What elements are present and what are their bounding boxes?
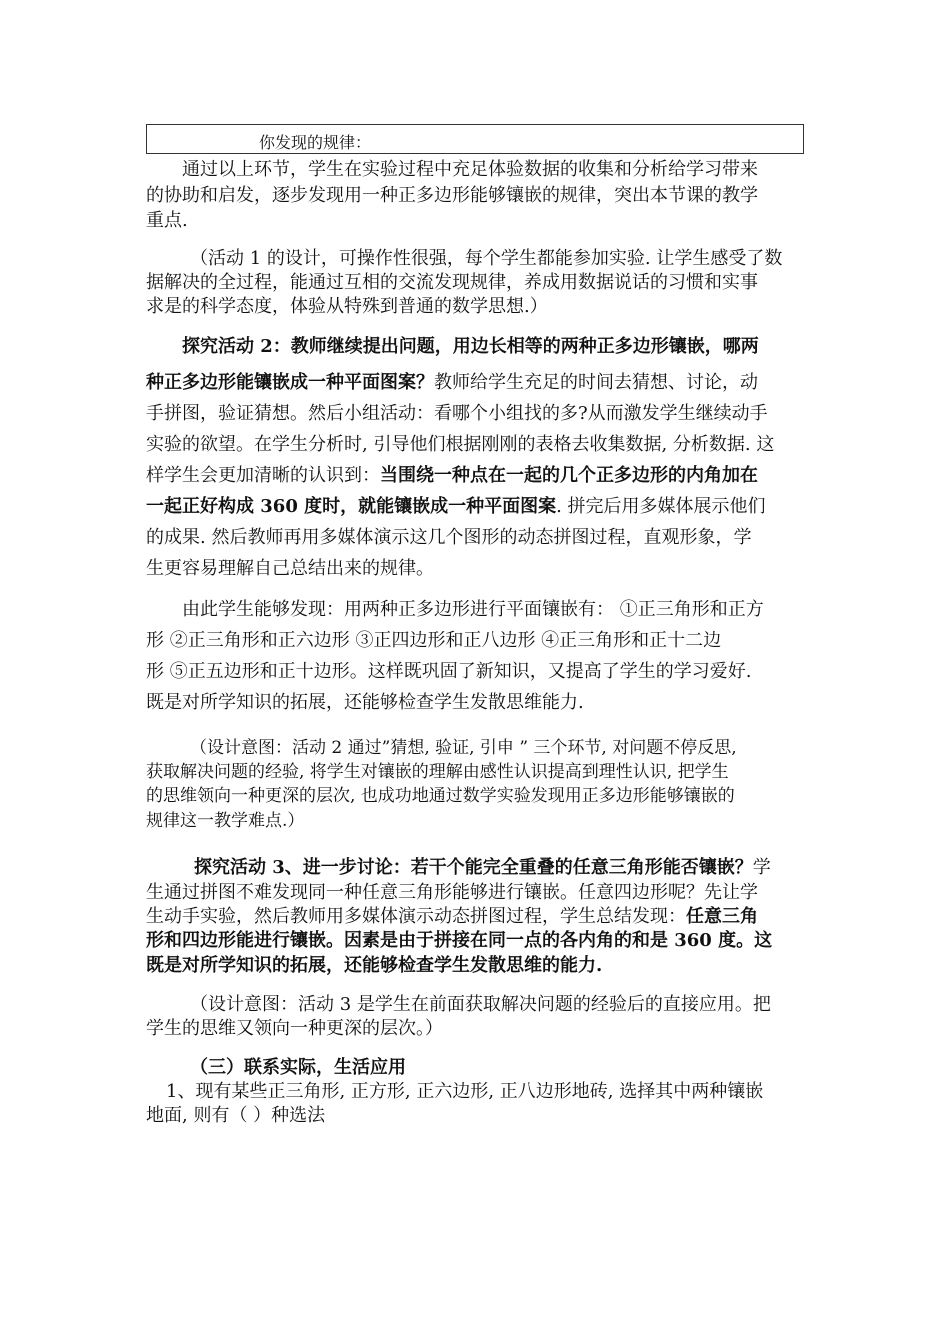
text: 学 [752, 857, 771, 878]
paragraph-line [146, 209, 188, 233]
bold-text: 任意三角 [686, 906, 758, 927]
paragraph-line [190, 1056, 406, 1080]
text: 实验的欲望。在学生分析时, 引导他们根据刚刚的表格去收集数据, 分析数据. 这 [146, 434, 775, 455]
paragraph-line [146, 402, 768, 426]
text: 的协助和启发，逐步发现用一种正多边形能够镶嵌的规律，突出本节课的教学 [146, 185, 758, 206]
text: 地面, 则有（ ）种选法 [146, 1105, 326, 1126]
text: 由此学生能够发现：用两种正多边形进行平面镶嵌有： ①正三角形和正方 [182, 599, 764, 620]
text: 的成果. 然后教师再用多媒体演示这几个图形的动态拼图过程，直观形象，学 [146, 527, 752, 548]
rule-box [146, 124, 804, 154]
text: 既是对所学知识的拓展，还能够检查学生发散思维能力. [146, 692, 584, 713]
paragraph-line [146, 495, 766, 519]
text: . 拼完后用多媒体展示他们 [556, 496, 766, 517]
text: 重点. [146, 210, 188, 231]
paragraph-line [146, 905, 758, 929]
bold-text: 探究活动 2：教师继续提出问题，用边长相等的两种正多边形镶嵌，哪两 [182, 336, 759, 357]
text: 生通过拼图不难发现同一种任意三角形能够进行镶嵌。任意四边形呢？先让学 [146, 882, 758, 903]
paragraph-line [146, 1104, 325, 1128]
text: 学生的思维又领向一种更深的层次。） [146, 1018, 443, 1039]
paragraph-line [190, 993, 771, 1017]
paragraph-line [146, 295, 548, 319]
paragraph-line [182, 158, 758, 182]
paragraph-line [182, 335, 759, 359]
bold-text: 一起正好构成 360 度时，就能镶嵌成一种平面图案 [146, 496, 557, 517]
paragraph-line [146, 809, 304, 833]
text: 教师给学生充足的时间去猜想、讨论，动 [434, 372, 758, 393]
text: （设计意图：活动 3 是学生在前面获取解决问题的经验后的直接应用。把 [190, 994, 771, 1015]
paragraph-line [146, 557, 434, 581]
paragraph-line [146, 784, 735, 808]
paragraph-line [146, 660, 751, 684]
paragraph-line [146, 881, 758, 905]
paragraph-line [190, 247, 782, 271]
paragraph-line [146, 954, 602, 978]
paragraph-line [146, 433, 774, 457]
bold-text: 当围绕一种点在一起的几个正多边形的内角加在 [380, 465, 758, 486]
text: 的思维领向一种更深的层次, 也成功地通过数学实验发现用正多边形能够镶嵌的 [146, 786, 735, 806]
text: （设计意图：活动 2 通过”猜想, 验证, 引申 ” 三个环节, 对问题不停反思, [190, 738, 737, 758]
paragraph-line [146, 526, 751, 550]
bold-text: （三）联系实际，生活应用 [190, 1057, 406, 1078]
text: 获取解决问题的经验, 将学生对镶嵌的理解由感性认识提高到理性认识, 把学生 [146, 762, 729, 782]
paragraph-line [146, 629, 721, 653]
text: 1、现有某些正三角形, 正方形, 正六边形, 正八边形地砖, 选择其中两种镶嵌 [166, 1081, 764, 1102]
text: （活动 1 的设计，可操作性很强，每个学生都能参加实验. 让学生感受了数 [190, 248, 783, 269]
text: 手拼图，验证猜想。然后小组活动：看哪个小组找的多?从而激发学生继续动手 [146, 403, 768, 424]
paragraph-line [146, 929, 772, 953]
rule-box-label: 你发现的规律： [259, 133, 372, 152]
bold-text: 既是对所学知识的拓展，还能够检查学生发散思维的能力. [146, 955, 603, 976]
bold-text: 种正多边形能镶嵌成一种平面图案？ [146, 372, 434, 393]
text: 规律这一教学难点.） [146, 811, 305, 831]
text: 生动手实验，然后教师用多媒体演示动态拼图过程，学生总结发现： [146, 906, 686, 927]
bold-text: 形和四边形能进行镶嵌。因素是由于拼接在同一点的各内角的和是 360 度。这 [146, 930, 773, 951]
text: 求是的科学态度，体验从特殊到普通的数学思想.） [146, 296, 548, 317]
paragraph-line [166, 1080, 763, 1104]
paragraph-line [146, 760, 729, 784]
paragraph-line [146, 184, 758, 208]
text: 形 ⑤正五边形和正十边形。这样既巩固了新知识，又提高了学生的学习爱好. [146, 661, 752, 682]
text: 据解决的全过程，能通过互相的交流发现规律，养成用数据说话的习惯和实事 [146, 272, 758, 293]
bold-text: 探究活动 3、进一步讨论：若干个能完全重叠的任意三角形能否镶嵌？ [194, 857, 753, 878]
text: 样学生会更加清晰的认识到： [146, 465, 380, 486]
text: 通过以上环节，学生在实验过程中充足体验数据的收集和分析给学习带来 [182, 159, 758, 180]
paragraph-line [146, 691, 584, 715]
paragraph-line [146, 371, 758, 395]
paragraph-line [194, 856, 771, 880]
text: 生更容易理解自己总结出来的规律。 [146, 558, 434, 579]
paragraph-line [182, 598, 764, 622]
paragraph-line [146, 464, 758, 488]
paragraph-line [146, 271, 758, 295]
paragraph-line [146, 1017, 443, 1041]
paragraph-line [190, 736, 737, 760]
text: 形 ②正三角形和正六边形 ③正四边形和正八边形 ④正三角形和正十二边 [146, 630, 722, 651]
